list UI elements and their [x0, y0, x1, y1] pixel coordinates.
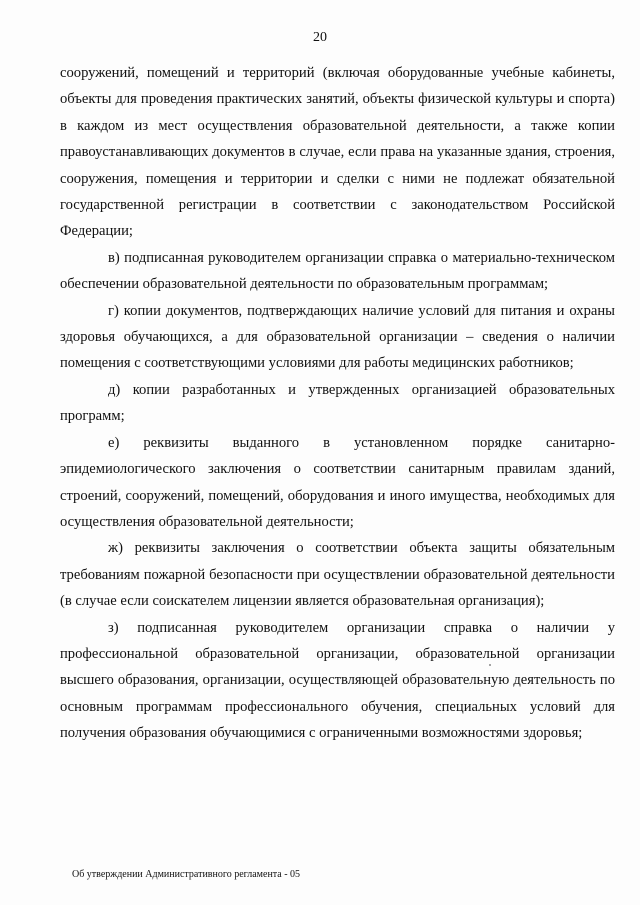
paragraph-item-v: в) подписанная руководителем организации справка о материально-техническом обеспечении образовательной деятельности по образовательным программам; — [60, 249, 615, 293]
paragraph-continuation: сооружений, помещений и территорий (включая оборудованные учебные кабинеты, объекты для проведения практических занятий, объекты физической культуры и спорта) в каждом из мест осуществления образовательной деятельности, а также копии правоустанавливающих документов в случае, если права на указанные здания, строения, сооружения, помещения и территории и сделки с ними не подлежат обязательной государственной регистрации в соответствии с законодательством Российской Федерации; — [60, 65, 615, 240]
page-number: 20 — [313, 30, 327, 45]
scan-artifact-dot — [489, 664, 491, 666]
document-body — [60, 60, 615, 747]
paragraph-item-z: з) подписанная руководителем организации справка о наличии у профессиональной образовательной организации, образовательной организации высшего образования, организации, осуществляющей образовательную деятельность по основным программам профессионального обучения, специальных условий для получения образования обучающимися с ограниченными возможностями здоровья; — [60, 619, 615, 742]
paragraph-item-g: г) копии документов, подтверждающих наличие условий для питания и охраны здоровья обучающихся, а для образовательной организации – сведения о наличии помещения с соответствующими условиями для работы медицинских работников; — [60, 302, 615, 372]
paragraph-item-d: д) копии разработанных и утвержденных организацией образовательных программ; — [60, 381, 615, 425]
paragraph-item-e: е) реквизиты выданного в установленном порядке санитарно-эпидемиологического заключения о соответствии санитарным правилам зданий, строений, сооружений, помещений, оборудования и иного имущества, необходимых для осуществления образовательной деятельности; — [60, 434, 615, 530]
document-footer: Об утверждении Административного регламента - 05 — [72, 869, 301, 880]
paragraph-item-zh: ж) реквизиты заключения о соответствии объекта защиты обязательным требованиям пожарной безопасности при осуществлении образовательной деятельности (в случае если соискателем лицензии является образовательная организация); — [60, 540, 615, 610]
